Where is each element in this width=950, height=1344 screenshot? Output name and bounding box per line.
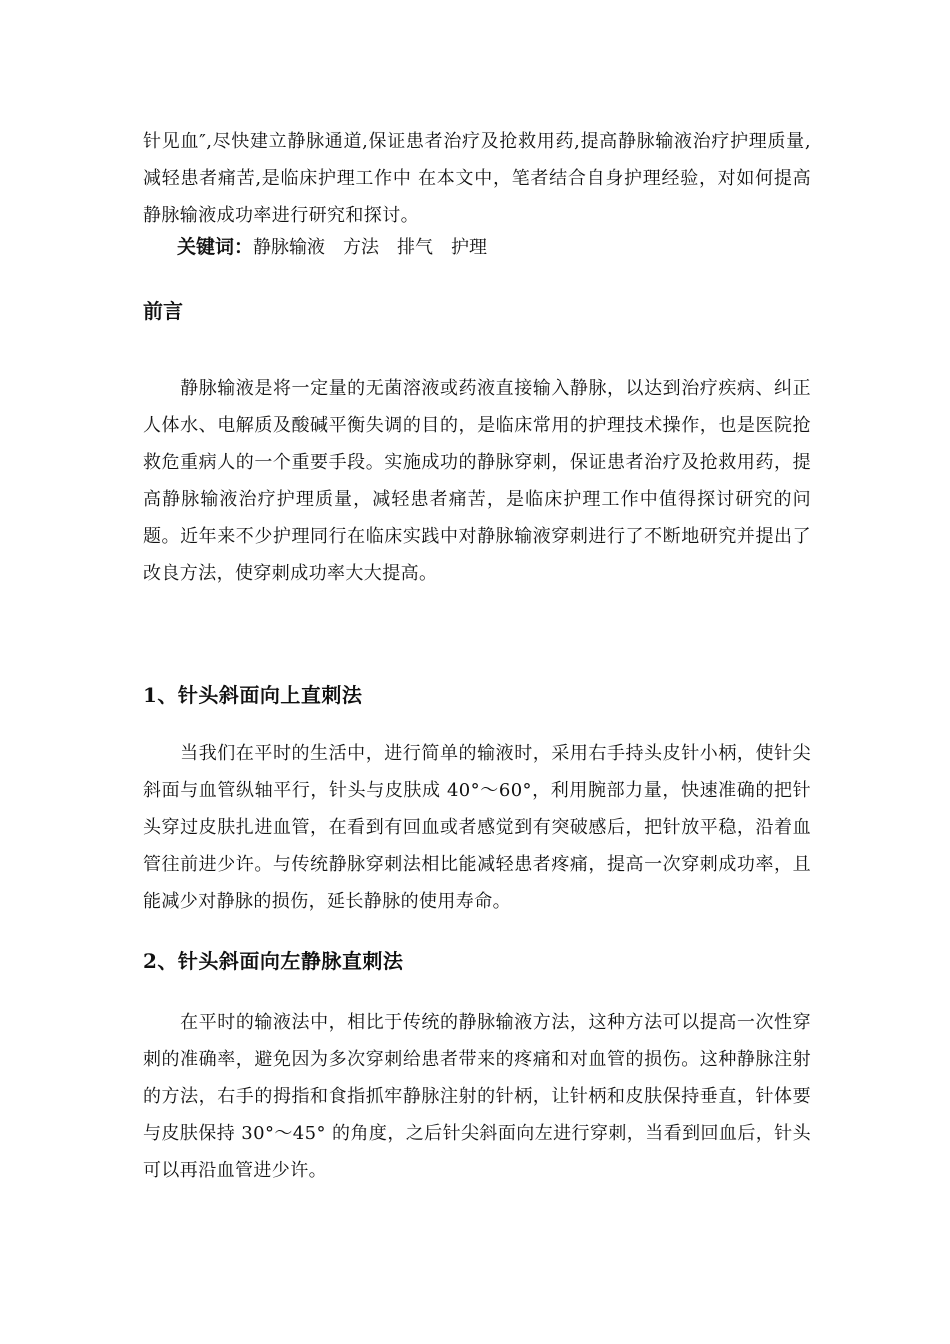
keywords-label: 关键词： — [177, 236, 254, 258]
keyword-item: 护理 — [451, 237, 488, 258]
keywords-line — [143, 229, 811, 266]
section-1-heading: 1、针头斜面向上直刺法 — [143, 683, 363, 707]
intro-paragraph — [143, 123, 811, 234]
intro-text: 针见血″,尽快建立静脉通道,保证患者治疗及抢救用药,提高静脉输液治疗护理质量,减轻患者痛苦,是临床护理工作中 在本文中，笔者结合自身护理经验，对如何提高静脉输液成功率进行研究和探讨。 — [143, 131, 811, 226]
section-1-text: 当我们在平时的生活中，进行简单的输液时，采用右手持头皮针小柄，使针尖斜面与血管纵轴平行，针头与皮肤成 40°～60°，利用腕部力量，快速准确的把针头穿过皮肤扎进血管，在看到有回血或者感觉到有突破感后，把针放平稳，沿着血管往前进少许。与传统静脉穿刺法相比能减轻患者疼痛，提高一次穿刺成功率，且能减少对静脉的损伤，延长静脉的使用寿命。 — [143, 743, 811, 912]
section-2-paragraph — [143, 1004, 811, 1189]
section-1-paragraph — [143, 735, 811, 920]
keyword-item: 方法 — [343, 237, 380, 258]
keyword-item: 静脉输液 — [253, 237, 326, 258]
foreword-heading: 前言 — [143, 299, 183, 323]
foreword-text: 静脉输液是将一定量的无菌溶液或药液直接输入静脉，以达到治疗疾病、纠正人体水、电解质及酸碱平衡失调的目的，是临床常用的护理技术操作，也是医院抢救危重病人的一个重要手段。实施成功的静脉穿刺，保证患者治疗及抢救用药，提高静脉输液治疗护理质量，减轻患者痛苦，是临床护理工作中值得探讨研究的问题。近年来不少护理同行在临床实践中对静脉输液穿刺进行了不断地研究并提出了改良方法，使穿刺成功率大大提高。 — [143, 378, 811, 584]
keyword-item: 排气 — [397, 237, 434, 258]
section-2-heading: 2、针头斜面向左静脉直刺法 — [143, 949, 404, 973]
section-2-text: 在平时的输液法中，相比于传统的静脉输液方法，这种方法可以提高一次性穿刺的准确率，避免因为多次穿刺给患者带来的疼痛和对血管的损伤。这种静脉注射的方法，右手的拇指和食指抓牢静脉注射的针柄，让针柄和皮肤保持垂直，针体要与皮肤保持 30°～45° 的角度，之后针尖斜面向左进行穿刺，当看到回血后，针头可以再沿血管进少许。 — [143, 1012, 811, 1181]
foreword-paragraph — [143, 370, 811, 592]
